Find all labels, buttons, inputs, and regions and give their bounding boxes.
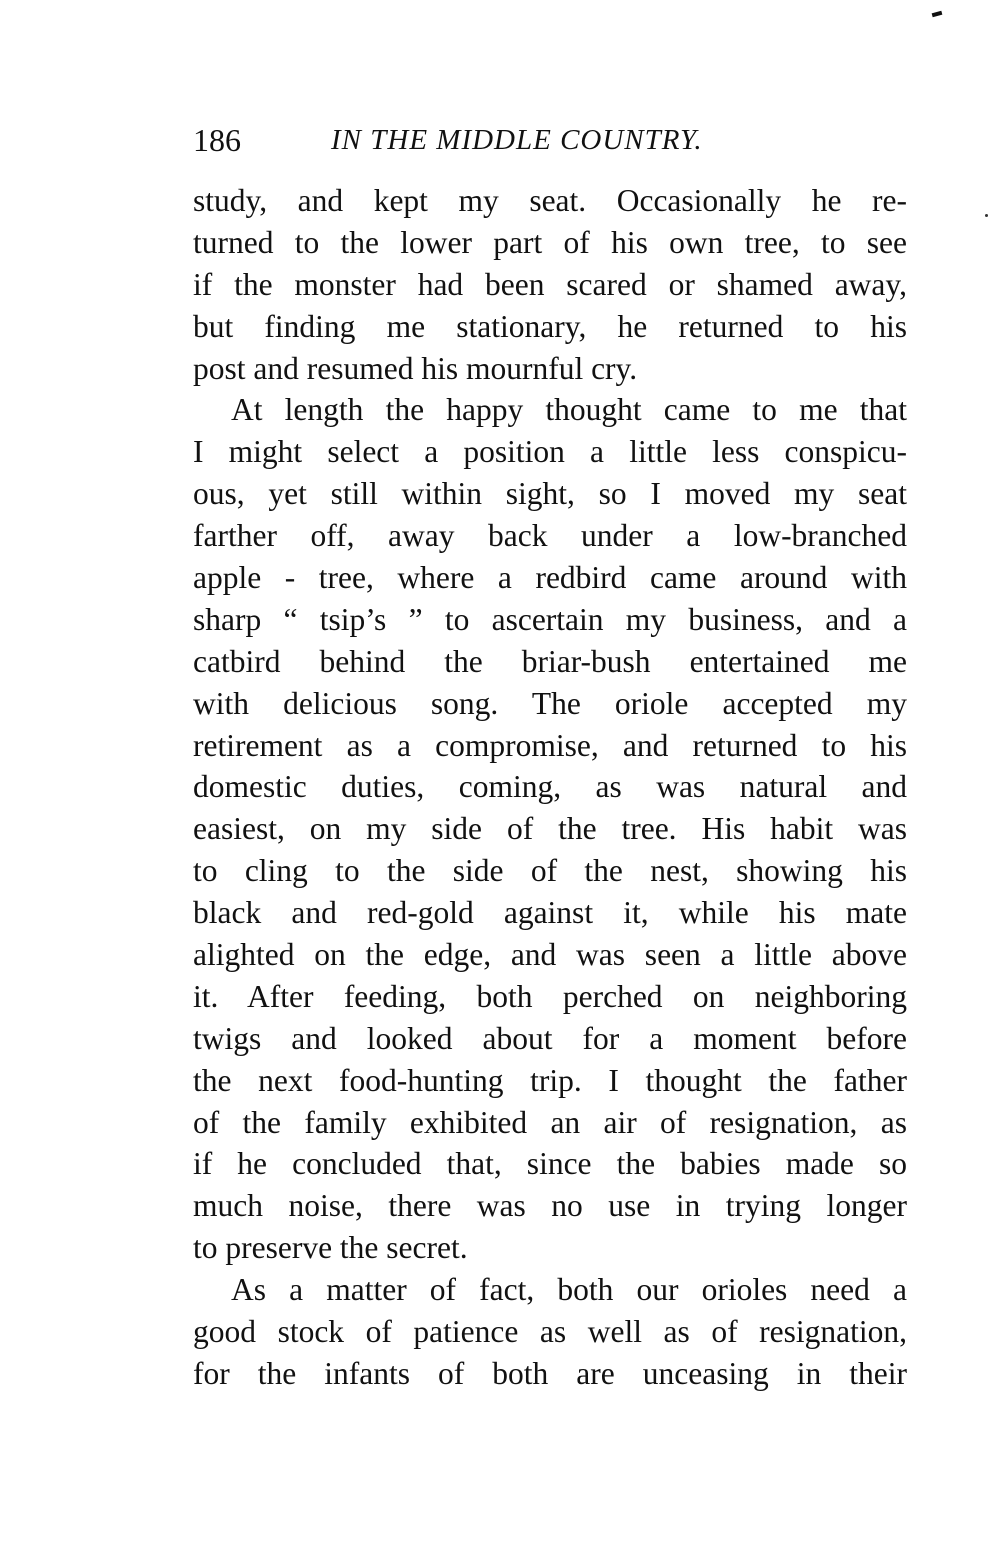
text-line: catbird behind the briar-bush entertained me xyxy=(193,643,907,679)
text-line: to preserve the secret. xyxy=(193,1230,468,1266)
text-line: with delicious song. The oriole accepted my xyxy=(193,685,907,721)
text-line: it. After feeding, both perched on neighboring xyxy=(193,978,907,1014)
text-line: turned to the lower part of his own tree, to see xyxy=(193,224,907,260)
text-line: apple - tree, where a redbird came around with xyxy=(193,560,907,596)
ink-speck xyxy=(985,214,988,217)
text-line: farther off, away back under a low-branched xyxy=(193,518,907,554)
text-line: much noise, there was no use in trying longer xyxy=(193,1188,907,1224)
text-line: easiest, on my side of the tree. His habit was xyxy=(193,811,907,847)
text-line: I might select a position a little less conspicu- xyxy=(193,434,907,470)
body-text xyxy=(193,180,907,1395)
text-line: domestic duties, coming, as was natural and xyxy=(193,769,907,805)
text-line: As a matter of fact, both our orioles need a xyxy=(231,1272,907,1308)
text-line: for the infants of both are unceasing in their xyxy=(193,1355,907,1391)
text-line: twigs and looked about for a moment before xyxy=(193,1020,907,1056)
text-line: but finding me stationary, he returned to his xyxy=(193,308,907,344)
text-line: post and resumed his mournful cry. xyxy=(193,350,638,386)
text-line: to cling to the side of the nest, showing his xyxy=(193,853,907,889)
running-title: IN THE MIDDLE COUNTRY. xyxy=(331,124,703,156)
text-line: sharp “ tsip’s ” to ascertain my business, and a xyxy=(193,601,907,637)
text-line: if he concluded that, since the babies made so xyxy=(193,1146,907,1182)
text-line: alighted on the edge, and was seen a little above xyxy=(193,937,907,973)
text-line: study, and kept my seat. Occasionally he re- xyxy=(193,183,907,218)
text-line: the next food-hunting trip. I thought the father xyxy=(193,1062,907,1098)
text-line: ous, yet still within sight, so I moved my seat xyxy=(193,476,907,512)
text-line: black and red-gold against it, while his mate xyxy=(193,895,907,931)
text-line: retirement as a compromise, and returned to his xyxy=(193,727,907,763)
running-header xyxy=(193,118,907,162)
text-line: of the family exhibited an air of resignation, as xyxy=(193,1104,907,1140)
text-line: At length the happy thought came to me that xyxy=(231,392,907,428)
page-number: 186 xyxy=(193,122,241,158)
text-line: good stock of patience as well as of resignation, xyxy=(193,1314,907,1350)
ink-speck xyxy=(932,11,943,17)
text-line: if the monster had been scared or shamed away, xyxy=(193,266,907,302)
